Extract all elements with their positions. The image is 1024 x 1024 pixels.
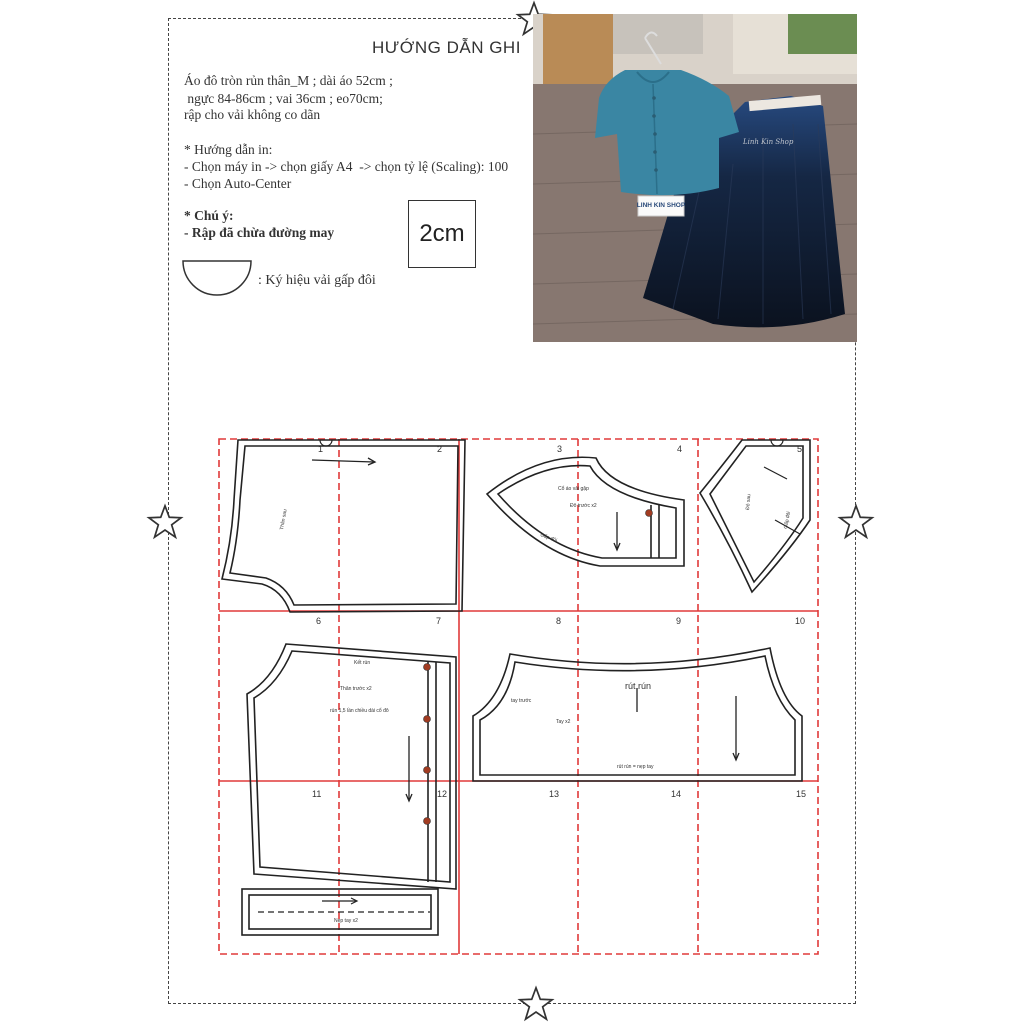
scale-check-label: 2cm — [419, 220, 465, 247]
page-number: 1 — [318, 444, 324, 454]
print-guide-step1: - Chọn máy in -> chọn giấy A4 -> chọn tỷ lệ (Scaling): 100 — [184, 159, 509, 174]
piece-back-yoke — [700, 440, 810, 592]
label-sleeve-name: Tay x2 — [556, 719, 571, 725]
piece-sleeve — [473, 648, 802, 781]
photo-watermark: Linh Kin Shop — [743, 138, 794, 146]
product-spec-line1: Áo đô tròn rủn thân_M ; dài áo 52cm ; — [184, 73, 393, 88]
button-marker — [424, 664, 431, 671]
page-number: 5 — [797, 444, 803, 454]
product-spec-line3: rập cho vải không co dãn — [184, 107, 321, 122]
piece-cuff — [242, 889, 438, 935]
page-numbers — [312, 444, 806, 799]
label-collar-sub: Đô trước x2 — [570, 503, 597, 509]
page-number: 3 — [557, 444, 563, 454]
note-text: - Rập đã chừa đường may — [184, 225, 335, 240]
label-back-yoke: Đô sau — [745, 493, 753, 511]
label-sleeve-front: tay trước — [511, 698, 532, 704]
page-number: 15 — [796, 789, 807, 799]
label-front-notes: rún 1,5 lần chiều dài cổ đô — [330, 708, 389, 714]
button-marker — [424, 767, 431, 774]
label-collar-fold: Gấp đôi — [539, 532, 558, 544]
button-marker — [646, 510, 653, 517]
print-page-grid — [219, 439, 818, 954]
shop-tag-text: LINH KIN SHOP — [636, 202, 686, 209]
page-number: 13 — [549, 789, 560, 799]
label-back-body: Thân sau — [279, 508, 289, 531]
label-front-body: Thân trước x2 — [340, 686, 372, 692]
page-number: 11 — [312, 789, 322, 799]
print-guide-step2: - Chọn Auto-Center — [184, 176, 292, 191]
button-marker — [424, 716, 431, 723]
fold-symbol-label: : Ký hiệu vải gấp đôi — [258, 273, 376, 288]
note-heading: * Chú ý: — [184, 208, 234, 223]
page-number: 10 — [795, 616, 806, 626]
piece-front-yoke — [487, 457, 684, 566]
label-cuff: Nẹp tay x2 — [334, 918, 358, 924]
button-marker — [424, 818, 431, 825]
label-collar: Cổ áo vải gập — [558, 486, 589, 492]
page-number: 8 — [556, 616, 562, 626]
page-number: 14 — [671, 789, 682, 799]
label-sleeve-gather: rút rún — [625, 681, 652, 691]
page-number: 2 — [437, 444, 443, 454]
page-number: 7 — [436, 616, 442, 626]
page-number: 4 — [677, 444, 683, 454]
page-number: 9 — [676, 616, 682, 626]
label-front-tag: Kết rún — [354, 660, 371, 666]
page-title: HƯỚNG DẪN GHI — [372, 38, 521, 57]
page-number: 12 — [437, 789, 448, 799]
product-spec-line2: ngực 84-86cm ; vai 36cm ; eo70cm; — [184, 91, 383, 106]
label-sleeve-hem: rút rún = nẹp tay — [617, 764, 654, 770]
label-back-yoke-fold: Gấp đôi — [783, 511, 793, 530]
print-guide-heading: * Hướng dẫn in: — [184, 142, 273, 157]
piece-front-body — [247, 644, 456, 889]
button-markers-front — [424, 664, 431, 825]
page-number: 6 — [316, 616, 322, 626]
piece-back-body — [222, 440, 465, 612]
